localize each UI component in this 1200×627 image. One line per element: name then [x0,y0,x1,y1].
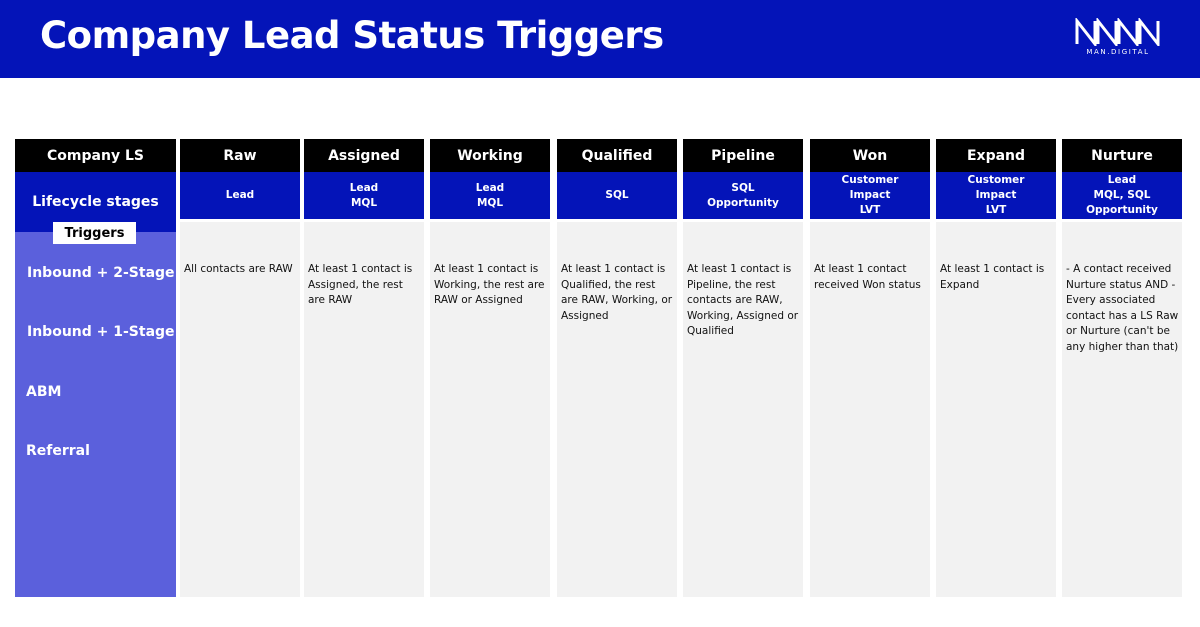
stage-lifecycle [430,172,550,219]
company-ls-header: Company LS [15,139,176,172]
stage-trigger-text: At least 1 contact is Expand [940,263,1045,291]
stage-trigger-cell [180,222,300,597]
lifecycle-line: LVT [985,204,1007,216]
page-title: Company Lead Status Triggers [40,14,664,57]
stage-header: Assigned [304,139,424,172]
lifecycle-line: Impact [975,189,1017,201]
stage-trigger-text: At least 1 contact is Pipeline, the rest contacts are RAW, Working, Assigned or Qualified [687,263,799,337]
logo-text: MAN.DIGITAL [1086,48,1150,56]
lifecycle-line: Lead [349,181,379,194]
lifecycle-line: MQL [350,196,378,209]
stage-lifecycle [683,172,803,219]
lifecycle-line: Lead [225,189,255,201]
trigger-inbound-1-stage: Inbound + 1-Stage [27,324,175,340]
lifecycle-line: Lead [1107,174,1137,186]
stage-header: Expand [936,139,1056,172]
lifecycle-line: MQL [476,196,504,209]
lifecycle-stages-label: Lifecycle stages [15,172,176,232]
lifecycle-line: Impact [849,189,891,201]
triggers-badge: Triggers [53,222,136,244]
stage-header: Qualified [557,139,677,172]
triggers-panel [15,225,176,597]
lifecycle-line: Customer [841,174,899,186]
stage-trigger-cell [430,222,550,597]
stage-trigger-cell [1062,222,1182,597]
stage-trigger-text: - A contact received Nurture status AND - Every associated contact has a LS Raw or Nurture (can't be any higher than that) [1066,263,1179,353]
lifecycle-line: LVT [859,204,881,216]
trigger-abm: ABM [26,384,62,400]
trigger-referral: Referral [26,443,90,459]
lifecycle-line: Opportunity [707,196,779,209]
stage-trigger-cell [557,222,677,597]
stage-trigger-text: At least 1 contact is Assigned, the rest are RAW [308,263,413,306]
stage-lifecycle [304,172,424,219]
lifecycle-line: SQL [731,181,755,194]
stage-header: Working [430,139,550,172]
stage-trigger-text: At least 1 contact is Working, the rest are RAW or Assigned [434,263,545,306]
stage-trigger-text: All contacts are RAW [184,263,293,275]
stage-lifecycle [810,172,930,219]
header-banner [0,0,1200,78]
lifecycle-line: Lead [475,181,505,194]
stage-lifecycle [1062,172,1182,219]
lifecycle-line: Customer [967,174,1025,186]
stage-trigger-cell [936,222,1056,597]
stage-trigger-cell [304,222,424,597]
man-digital-logo [1074,18,1164,60]
stage-trigger-text: At least 1 contact is Qualified, the rest are RAW, Working, or Assigned [561,263,673,322]
stage-lifecycle [557,172,677,219]
lifecycle-line: SQL [605,189,629,201]
stage-lifecycle [936,172,1056,219]
lifecycle-line: MQL, SQL [1093,189,1151,201]
stage-lifecycle [180,172,300,219]
stage-header: Won [810,139,930,172]
stage-trigger-text: At least 1 contact received Won status [814,263,921,291]
logo-mark-icon [1074,18,1164,46]
stage-trigger-cell [683,222,803,597]
stage-trigger-cell [810,222,930,597]
lifecycle-line: Opportunity [1086,204,1158,216]
stage-header: Nurture [1062,139,1182,172]
stage-header: Pipeline [683,139,803,172]
trigger-inbound-2-stage: Inbound + 2-Stage [27,265,175,281]
stage-header: Raw [180,139,300,172]
